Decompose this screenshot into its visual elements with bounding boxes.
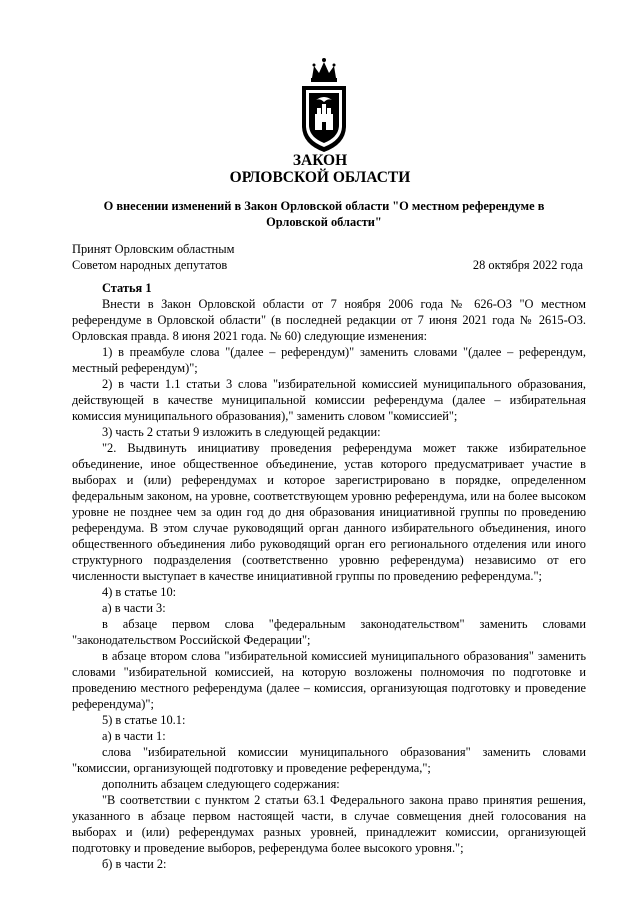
paragraph: в абзаце первом слова "федеральным законодательством" заменить словами "законодательством Российской Федерации"; <box>72 617 586 647</box>
paragraph: Внести в Закон Орловской области от 7 ноября 2006 года № 626-ОЗ "О местном референдуме в Орловской области" (в последней редакции от 7 июня 2021 года № 2615-ОЗ. Орловская правда. 8 июня 2021 года. № 60) следующие изменения: <box>72 297 586 343</box>
adoption-block <box>72 241 332 273</box>
paragraph: слова "избирательной комиссии муниципального образования" заменить словами "комиссии, организующей подготовку и проведение референдума,"; <box>72 745 586 775</box>
paragraph: "В соответствии с пунктом 2 статьи 63.1 Федерального закона право принятия решения, указанного в абзаце первом настоящей части, в случае совмещения дней голосования на выборах и (или) референдумах разных уровней, принадлежит комиссии, организующей подготовку и проведение выборов, референдума более высокого уровня."; <box>72 793 586 855</box>
paragraph: а) в части 1: <box>102 729 166 743</box>
document-title: ЗАКОН <box>292 152 348 169</box>
paragraph: б) в части 2: <box>102 857 167 871</box>
paragraph: 4) в статье 10: <box>102 585 177 599</box>
adoption-date: 28 октября 2022 года <box>472 258 583 272</box>
paragraph: "2. Выдвинуть инициативу проведения референдума может также избирательное объединение, иное общественное объединение, устав которого предусматривает участие в выборах и (или) референдумах и которое зарегистрировано в порядке, определенном федеральным законом, на уровне, соответствующем уровню референдума, или на более высоком уровне не позднее чем за один год до дня образования инициативной группы по проведению референдума. В этом случае руководящий орган данного избирательного объединения, иного общественного объединения либо руководящий орган его регионального отделения или иного структурного подразделения (соответственно уровню референдума) независимо от его численности выступает в качестве инициативной группы по проведению референдума."; <box>72 441 586 583</box>
paragraph: 5) в статье 10.1: <box>102 713 186 727</box>
adoption-line-2: Советом народных депутатов <box>72 258 228 272</box>
article-heading: Статья 1 <box>102 281 152 295</box>
paragraph: дополнить абзацем следующего содержания: <box>102 777 340 791</box>
law-subject: О внесении изменений в Закон Орловской области "О местном референдуме в Орловской области" <box>103 199 545 229</box>
paragraph: 3) часть 2 статьи 9 изложить в следующей редакции: <box>102 425 381 439</box>
coat-of-arms-icon <box>298 56 350 154</box>
paragraph: в абзаце втором слова "избирательной комиссией муниципального образования" заменить словами "избирательной комиссией, на которую возложены полномочия по подготовке и проведению местного референдума (далее – комиссия, организующая подготовку и проведение референдума)"; <box>72 649 586 711</box>
paragraph: 1) в преамбуле слова "(далее – референдум)" заменить словами "(далее – референдум, местный референдум)"; <box>72 345 586 375</box>
region-title: ОРЛОВСКОЙ ОБЛАСТИ <box>229 169 411 186</box>
law-body <box>72 280 586 872</box>
paragraph: 2) в части 1.1 статьи 3 слова "избирательной комиссией муниципального образования, действующей в качестве муниципальной комиссии референдума (далее – избирательная комиссия муниципального образования)," заменить словом "комиссией"; <box>72 377 586 423</box>
adoption-line-1: Принят Орловским областным <box>72 242 235 256</box>
paragraph: а) в части 3: <box>102 601 166 615</box>
